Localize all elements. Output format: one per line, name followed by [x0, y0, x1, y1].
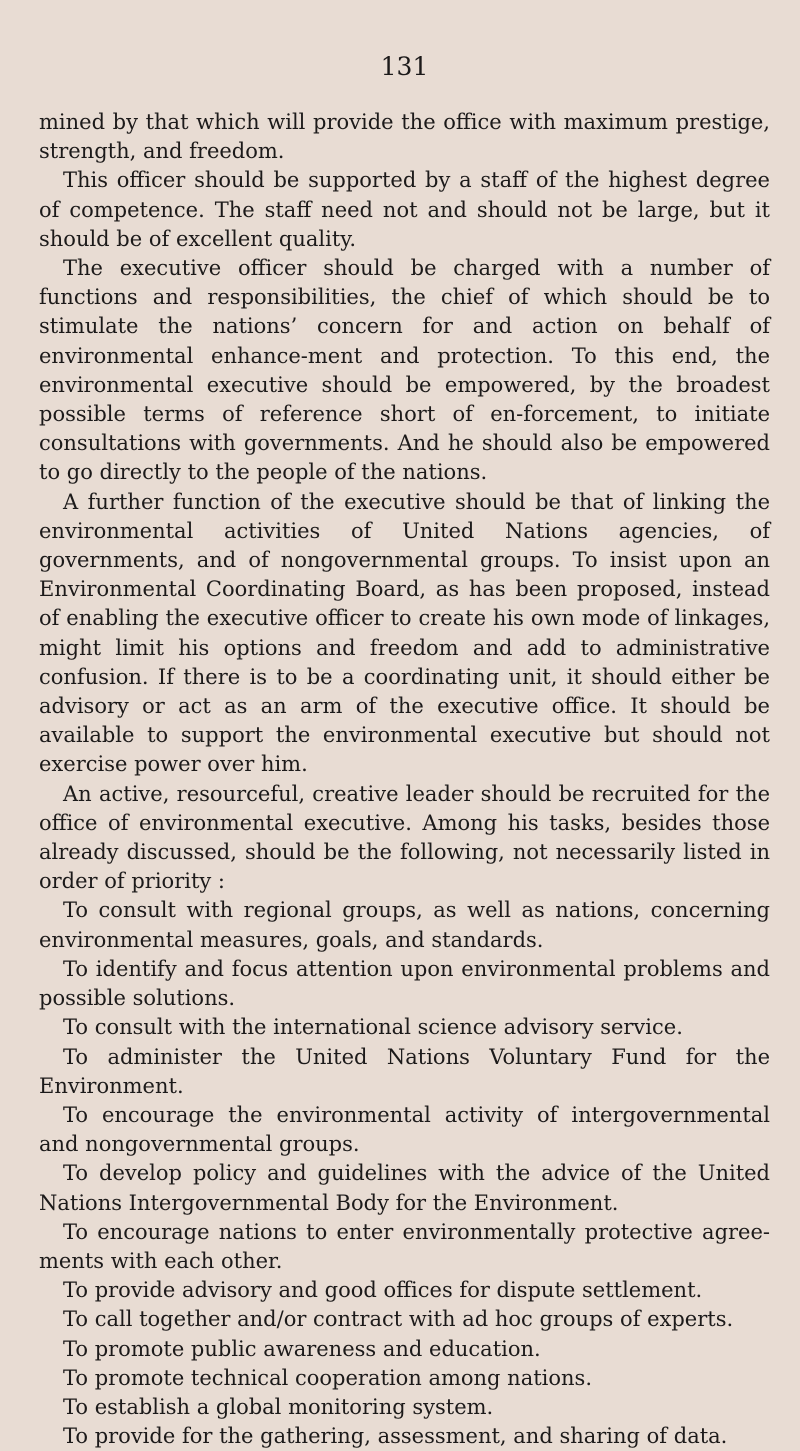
- task-item: To identify and focus attention upon environmental problems and possible solutions.: [39, 956, 770, 1011]
- task-item: To encourage nations to enter environmentally protective agree-ments with each other.: [39, 1219, 770, 1273]
- task-item: To establish a global monitoring system.: [63, 1394, 494, 1419]
- task-item: To consult with the international science advisory service.: [63, 1015, 683, 1040]
- task-item: To promote technical cooperation among nations.: [63, 1365, 592, 1390]
- task-item: To encourage the environmental activity of intergovernmental and nongovernmental groups.: [39, 1102, 770, 1157]
- task-item: To provide advisory and good offices for dispute settlement.: [63, 1278, 703, 1303]
- paragraph-leader: An active, resourceful, creative leader should be recruited for the office of environmental executive. Among his tasks, besides those already discussed, should be the following, not necessarily listed in order of priority :: [39, 781, 770, 894]
- page-number: 131: [380, 52, 429, 81]
- paragraph-staff: This officer should be supported by a staff of the highest degree of competence. The staff need not and should not be large, but it should be of excellent quality.: [39, 168, 770, 251]
- paragraph-functions: The executive officer should be charged with a number of functions and responsibilities, the chief of which should be to stimulate the nations’ concern for and action on behalf of environmental enhance-ment and protection. To this end, the environmental executive should be empowered, by the broadest possible terms of reference short of en-forcement, to initiate consultations with governments. And he should also be empowered to go directly to the people of the nations.: [39, 256, 770, 485]
- task-item: To promote public awareness and education.: [63, 1336, 541, 1361]
- task-item: To develop policy and guidelines with the advice of the United Nations Intergovernmental Body for the Environment.: [39, 1161, 770, 1215]
- task-item: To consult with regional groups, as well as nations, concerning environmental measures, goals, and standards.: [39, 898, 770, 952]
- paragraph-continuation: mined by that which will provide the office with maximum prestige, strength, and freedom.: [39, 110, 770, 164]
- task-item: To administer the United Nations Voluntary Fund for the Environment.: [39, 1044, 770, 1098]
- task-item: To call together and/or contract with ad hoc groups of experts.: [63, 1307, 734, 1332]
- paragraph-linking: A further function of the executive should be that of linking the environmental activities of United Nations agencies, of governments, and of nongovernmental groups. To insist upon an Environmental Coordinating Board, as has been proposed, instead of enabling the executive officer to create his own mode of linkages, might limit his options and freedom and add to administrative confusion. If there is to be a coordinating unit, it should either be advisory or act as an arm of the executive office. It should be available to support the environmental executive but should not exercise power over him.: [39, 489, 770, 777]
- task-item: To provide for the gathering, assessment, and sharing of data.: [63, 1424, 728, 1449]
